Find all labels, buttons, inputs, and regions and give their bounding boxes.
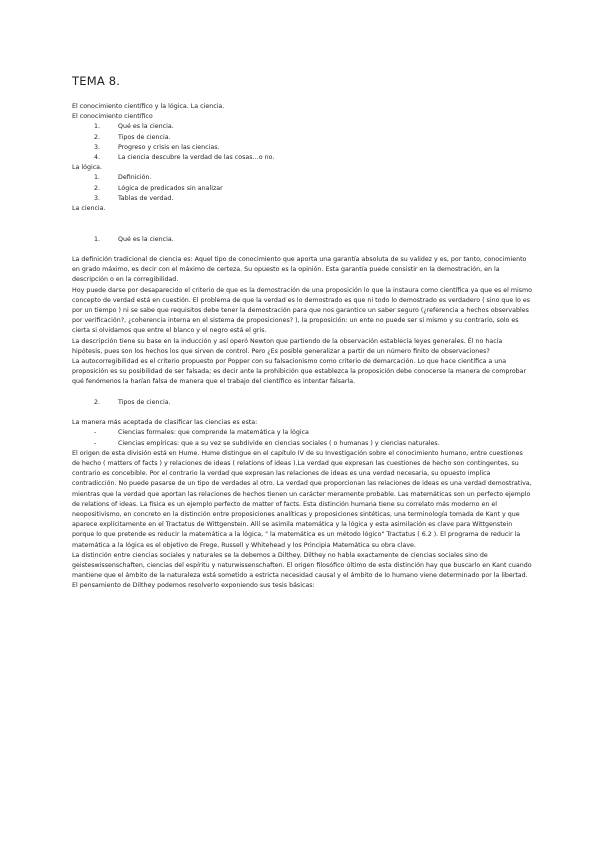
paragraph: La definición tradicional de ciencia es: Aquel tipo de conocimiento que aporta una garantía absoluta de su validez y es, por tanto, conocimiento en grado máximo, es decir con el máximo de certeza. Su opuesto es la opinión. Esta garantía puede consistir en la demostración, en la descripción o en la corregibilidad. bbox=[72, 256, 527, 284]
section-heading: El conocimiento científico bbox=[72, 113, 153, 121]
section-heading: La ciencia. bbox=[72, 205, 106, 213]
list-item: 1. Qué es la ciencia. bbox=[94, 123, 174, 131]
paragraph: La autocorregibilidad es el criterio propuesto por Popper con su falsacionismo como criterio de demarcación. Lo que hace científica a una proposición es su posibilidad de ser falsada; es decir ante la prohibición que establezca la proposición debe conocerse la manera de comprobar qué fenómenos la harían falsa de manera que el trabajo del científico es intentar falsarla. bbox=[72, 358, 527, 386]
list-item: - Ciencias empíricas: que a su vez se subdivide en ciencias sociales ( o humanas ) y ciencias naturales. bbox=[94, 439, 440, 447]
toc-list-conocimiento bbox=[72, 122, 532, 163]
dash-list bbox=[72, 428, 532, 448]
paragraph: La manera más aceptada de clasificar las ciencias es esta: bbox=[72, 419, 258, 427]
document-body bbox=[72, 102, 532, 592]
toc-list-logica bbox=[72, 173, 532, 204]
section-heading-que-es: 1. Qué es la ciencia. bbox=[94, 235, 174, 243]
page-title: TEMA 8. bbox=[72, 74, 121, 88]
list-item: 1. Definición. bbox=[94, 174, 152, 182]
paragraph: La distinción entre ciencias sociales y naturales se la debemos a Dilthey. Dilthey no habla exactamente de ciencias sociales sino de geisteswissenschaften, ciencias del espíritu y naturwissenschaften. El origen filosófico último de esta distinción hay que buscarlo en Kant cuando mantiene que el ámbito de la naturaleza está sometido a estricta necesidad causal y el ámbito de lo humano viene determinado por la libertad. El pensamiento de Dilthey podemos resolverlo exponiendo sus tesis básicas: bbox=[72, 551, 532, 590]
paragraph: El origen de esta división está en Hume. Hume distingue en el capítulo IV de su Investigación sobre el conocimiento humano, entre cuestiones de hecho ( matters of facts ) y relaciones de ideas ( relations of ideas ).La verdad que expresan las cuestiones de hecho son contingentes, su contrario es concebible. Por el contrario la verdad que expresan las relaciones de ideas es una verdad necesaria, su opuesto implica contradicción. No puede pasarse de un tipo de verdades al otro. La verdad que proporcionan las relaciones de ideas es una verdad demostrativa, mientras que la verdad que aportan las relaciones de hechos tienen un carácter meramente probable. Las matemáticas son un perfecto ejemplo de relations of ideas. La física es un ejemplo perfecto de matter of facts. Esta distinción humana tiene su correlato más moderno en el neopositivismo, en concreto en la distinción entre proposiciones analíticas y proposiciones sintéticas, una terminología tomada de Kant y que aparece explícitamente en el Tractatus de Wittgenstein. Allí se asimila matemática y la lógica y esta asimilación es clave para Wittgenstein porque lo que pretende es reducir la matemática a la lógica, " la matemática es un método lógico" Tractatus ( 6.2 ). El programa de reducir la matemática a la lógica es el objetivo de Frege, Russell y Whitehead y los Principia Matemática su obra clave. bbox=[72, 449, 532, 549]
paragraph: Hoy puede darse por desaparecido el criterio de que es la demostración de una proposición lo que la instaura como científica ya que es el mismo concepto de verdad está en cuestión. El problema de que la verdad es lo demostrado es que ni todo lo demostrado es verdadero ( sino que lo es por un tiempo ) ni se sabe que requisitos debe tener la demostración para que nos garantice un saber seguro (¿referencia a hechos observables por verificación?, ¿coherencia interna en el sistema de proposiciones? ), la proposición: un ente no puede ser sí mismo y su contrario, solo es cierta si olvidamos que entre el blanco y el negro está el gris. bbox=[72, 286, 533, 335]
paragraph: La descripción tiene su base en la inducción y así operó Newton que partiendo de la observación establecía leyes generales. Él no hacía hipótesis, pues son los hechos los que sirven de control. Pero ¿Es posible generalizar a partir de un número finito de observaciones? bbox=[72, 337, 503, 355]
list-item: 3. Tablas de verdad. bbox=[94, 194, 174, 202]
list-item: 3. Progreso y crisis en las ciencias. bbox=[94, 143, 220, 151]
section-heading: La lógica. bbox=[72, 164, 103, 172]
list-item: 2. Tipos de ciencia. bbox=[94, 133, 171, 141]
list-item: 4. La ciencia descubre la verdad de las cosas…o no. bbox=[94, 154, 275, 162]
section-heading-tipos: 2. Tipos de ciencia. bbox=[94, 398, 171, 406]
list-item: - Ciencias formales: que comprende la matemática y la lógica bbox=[94, 429, 309, 437]
intro-line: El conocimiento científico y la lógica. La ciencia. bbox=[72, 103, 225, 110]
list-item: 2. Lógica de predicados sin analizar bbox=[94, 184, 223, 192]
